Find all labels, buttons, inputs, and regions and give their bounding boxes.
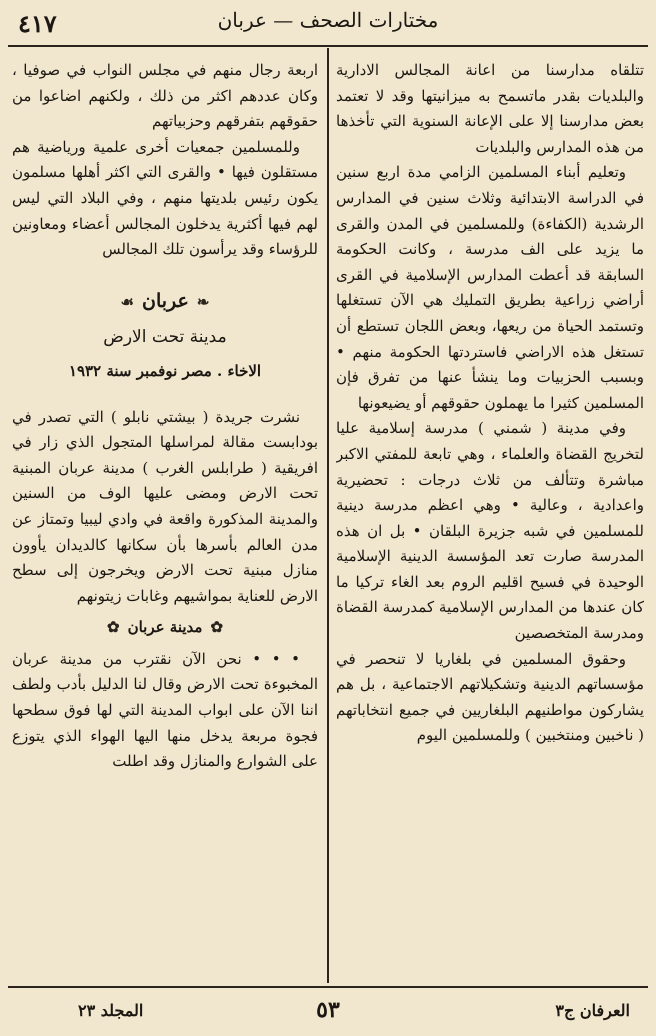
article-subtitle: مدينة تحت الارض — [103, 327, 227, 348]
paragraph: وحقوق المسلمين في بلغاريا لا تنحصر في مؤسساتهم الدينية وتشكيلاتهم الاجتماعية ، بل هم يشاركون مواطنيهم البلغاريين في جميع انتخاباتهم ( ناخبين ومنتخبين ) وللمسلمين اليوم — [336, 649, 644, 745]
ornament-icon: ❧ — [196, 292, 210, 311]
volume-label: المجلد ٢٣ — [78, 1000, 144, 1020]
page-header — [8, 4, 648, 42]
right-column — [336, 58, 644, 980]
ornament-icon: ☙ — [120, 292, 134, 311]
left-column — [12, 58, 318, 980]
running-title: مختارات الصحف — عربان — [217, 8, 439, 32]
column-divider — [327, 48, 329, 983]
paragraph: اربعة رجال منهم في مجلس النواب في صوفيا ، وكان عددهم اكثر من ذلك ، ولكنهم اضاعوا من حقوقهم بتفرقهم وحزبياتهم — [12, 61, 318, 131]
section-heading — [12, 289, 318, 316]
paragraph: وفي مدينة ( شمني ) مدرسة إسلامية عليا لتخريج القضاة والعلماء ، وهي تابعة للمفتي الاكبر مباشرة وتتألف من ثلاث درجات : تحضيرية واعدادية ، وعالية • وهي اعظم مدرسة دينية للمسلمين في شبه جزيرة البلقان • بل ان هذه المدرسة صارت تعد المؤسسة الدينية الإسلامية الوحيدة في فسيح اقليم الروم بعد الغاء تركيا ما كان عندها من المدارس الإسلامية كمدرسة القضاة ومدرسة المتخصصين — [336, 419, 644, 643]
image-caption — [12, 615, 318, 641]
header-rule — [8, 45, 648, 47]
paragraph: تتلقاه مدارسنا من اعانة المجالس الادارية والبلديات بقدر ماتسمح به ميزانيتها وقد لا تعتمد بعض مدارسنا إلا على الإعانة السنوية التي تأخذها من هذه المدارس والبلديات — [336, 61, 644, 156]
paragraph: • • • نحن الآن نقترب من مدينة عربان المخبوءة تحت الارض وقال لنا الدليل بأدب ولطف اننا الآن على ابواب المدينة التي لها فوق سطحها فجوة مربعة يدخل منها اليها الهواء الذي يتوزع على الشوارع والمنازل وقد اطلت — [12, 649, 318, 771]
flower-icon: ✿ — [210, 618, 224, 637]
paragraph: وتعليم أبناء المسلمين الزامي مدة اربع سنين في الدراسة الابتدائية وثلاث سنين في المدارس الرشدية (الكفاءة) وللمسلمين في المدن والقرى ما يزيد على الف مدرسة ، وكانت الحكومة السابقة قد أعطت المدارس الإسلامية في القرى أراضي زراعية بطريق التمليك هي الآن تستغلها وتستمد الحياة من ريعها، وبعض اللجان تستطع أن تستغل هذه الاراضي فاستردتها الحكومة منهم • وبسبب الحزبيات وما ينشأ عنها من تفرق فإن المسلمين كثيرا ما يهملون حقوقهم أو يضيعونها — [336, 163, 644, 412]
flower-icon: ✿ — [106, 618, 120, 637]
caption-text: مدينة عربان — [127, 618, 203, 637]
paragraph: نشرت جريدة ( بيشتي نابلو ) التي تصدر في بودابست مقالة لمراسلها المتجول الذي زار في افريقية ( طرابلس الغرب ) مدينة عربان المبنية تحت الارض ومضى عليها الوف من السنين والمدينة المذكورة واقعة في وادي ليبيا وتمتاز عن مدن العالم بأسرها بأن سكانها كالديدان يأوون منازل مبنية تحت الارض ويخرجون إلى سطح الارض للعناية بمواشيهم وغابات زيتونهم — [12, 407, 318, 605]
paragraph: وللمسلمين جمعيات أخرى علمية ورياضية هم مستقلون فيها • والقرى التي اكثر أهلها مسلمون يكون رئيس بلديتها منهم ، وفي البلاد التي ليس لهم فيها أكثرية يدخلون المجالس أعضاء ومعاونين للرؤساء وقد يرأسون تلك المجالس — [12, 137, 318, 259]
footer-rule — [8, 986, 648, 988]
spacer — [12, 393, 318, 405]
folio-number: ٥٣ — [316, 997, 340, 1023]
article-source: الاخاء . مصر نوفمبر سنة ١٩٣٢ — [68, 361, 262, 380]
page-footer — [8, 990, 648, 1030]
journal-label: العرفان ج٣ — [555, 1000, 630, 1020]
section-title: عربان — [142, 289, 189, 312]
page-number: ٤١٧ — [18, 8, 57, 38]
